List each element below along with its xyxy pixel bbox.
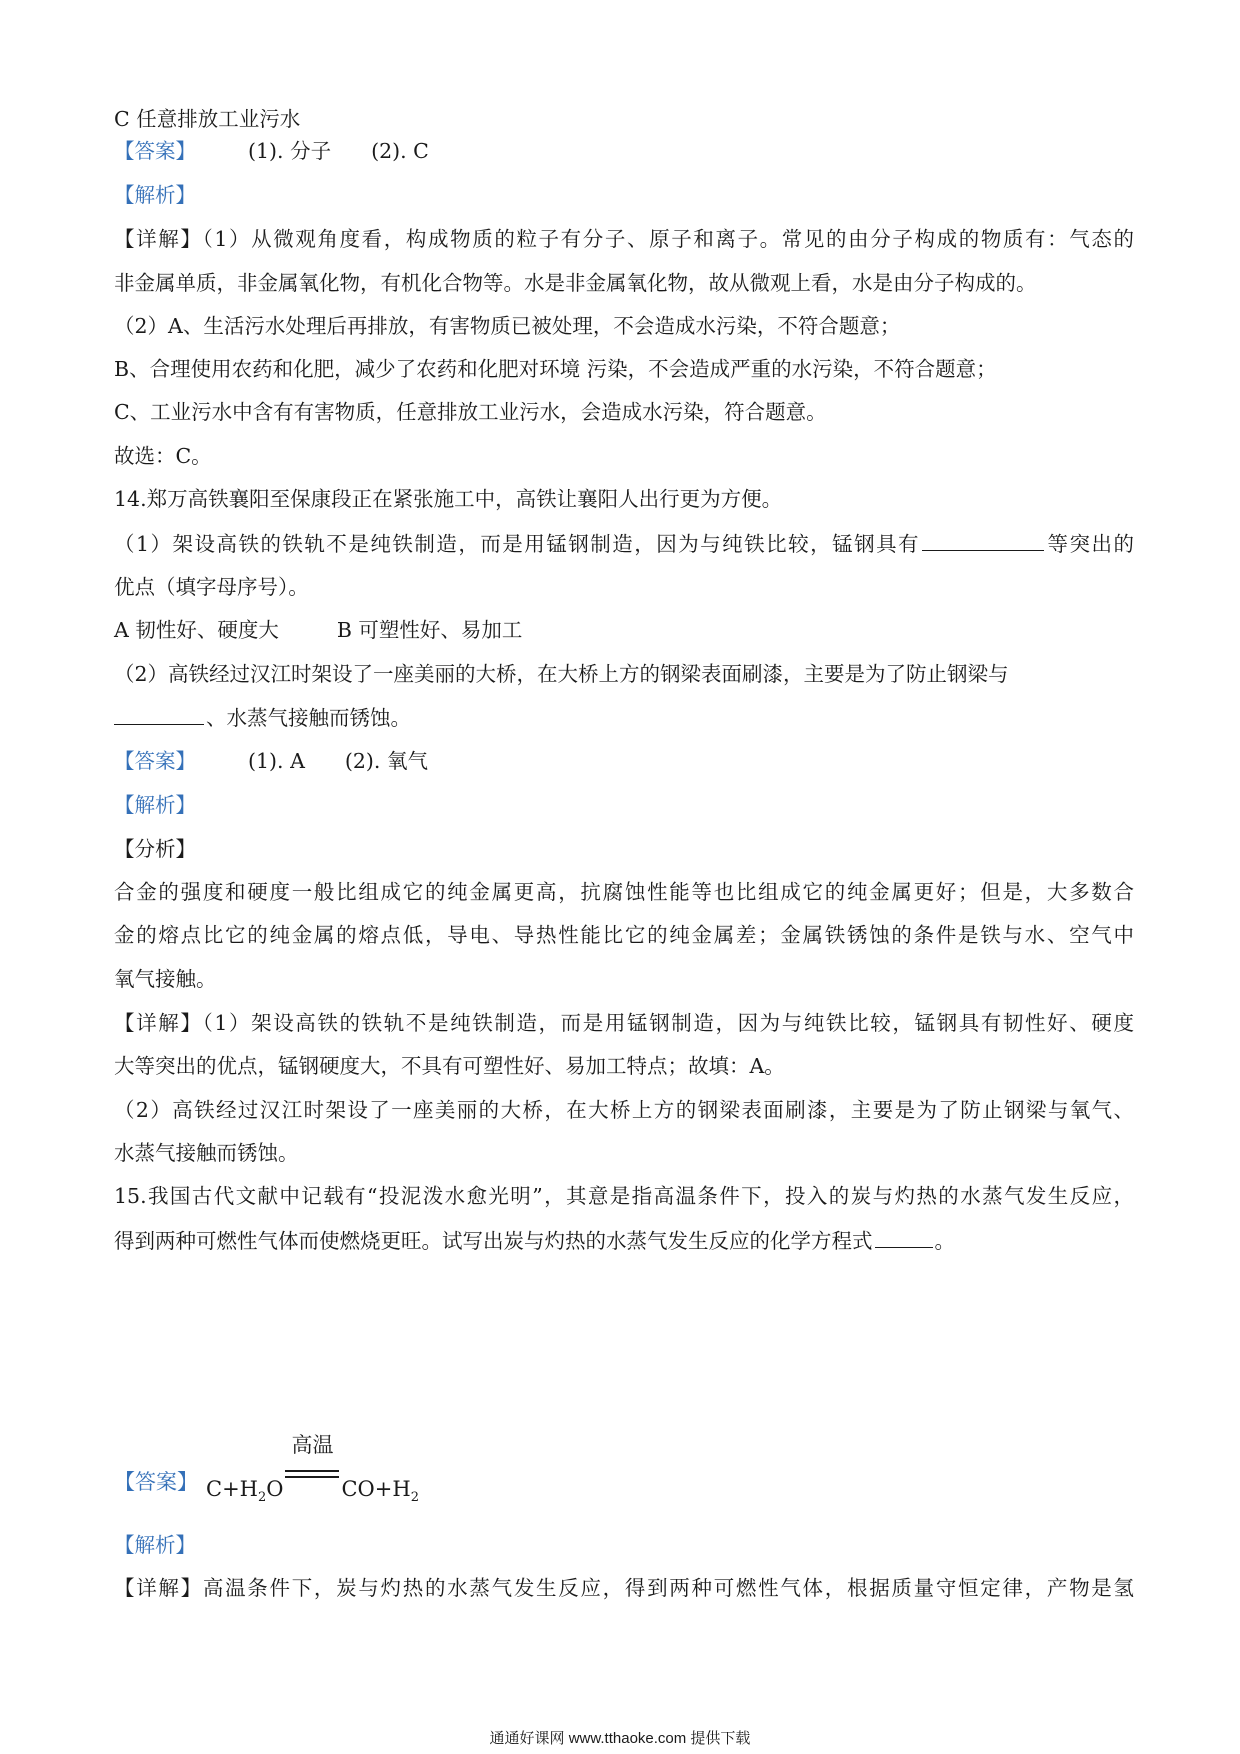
- q14-detail-line-4: 水蒸气接触而锈蚀。: [114, 1141, 299, 1165]
- answer-label: 【答案】: [114, 1470, 198, 1494]
- q13-answer-1: (1). 分子: [248, 139, 332, 163]
- q14-stem: 14.郑万高铁襄阳至保康段正在紧张施工中，高铁让襄阳人出行更为方便。: [114, 487, 783, 511]
- q14-fenxi-line-2: 金的熔点比它的纯金属的熔点低，导电、导热性能比它的纯金属差；金属铁锈蚀的条件是铁与水、空气中: [114, 923, 1134, 947]
- q13-detail-line-1: 【详解】（1）从微观角度看，构成物质的粒子有分子、原子和离子。常见的由分子构成的物质有：气态的: [114, 227, 1134, 251]
- chemical-equation: $C+H_2O$ 高温 $CO+H_2$: [206, 1433, 419, 1505]
- q14-part1-line-2: 优点（填字母序号）。: [114, 575, 309, 599]
- q14-answer-line: [114, 746, 1134, 776]
- answer-label: 【答案】: [114, 749, 196, 773]
- q14-detail-line-1: 【详解】（1）架设高铁的铁轨不是纯铁制造，而是用锰钢制造，因为与纯铁比较，锰钢具有韧性好、硬度: [114, 1011, 1134, 1035]
- reaction-condition: 高温: [285, 1466, 339, 1496]
- detail-label: 【详解】: [114, 227, 203, 251]
- q15-blank: [875, 1225, 933, 1248]
- q14-fenxi-label: 【分析】: [114, 837, 196, 861]
- q15-answer-equation: [114, 1433, 714, 1516]
- q14-options: [114, 615, 1134, 645]
- q13-detail-line-3: （2）A、生活污水处理后再排放，有害物质已被处理，不会造成水污染，不符合题意；: [114, 314, 901, 338]
- q14-answer-1: (1). A: [248, 749, 305, 773]
- detail-label: 【详解】: [114, 1011, 203, 1035]
- q13-detail-line-2: 非金属单质，非金属氧化物，有机化合物等。水是非金属氧化物，故从微观上看，水是由分子构成的。: [114, 271, 1037, 295]
- equals-sign: [285, 1470, 339, 1478]
- q14-fenxi-line-3: 氧气接触。: [114, 967, 217, 991]
- q14-analysis-label: 【解析】: [114, 793, 196, 817]
- q14-answer-2: (2). 氧气: [344, 749, 428, 773]
- q14-part2-line-1: （2）高铁经过汉江时架设了一座美丽的大桥，在大桥上方的钢梁表面刷漆，主要是为了防止钢梁与: [114, 662, 1009, 686]
- detail-label: 【详解】: [114, 1576, 203, 1600]
- q13-analysis-label: 【解析】: [114, 183, 196, 207]
- q14-detail-line-3: （2）高铁经过汉江时架设了一座美丽的大桥，在大桥上方的钢梁表面刷漆，主要是为了防止钢梁与氧气、: [114, 1098, 1134, 1122]
- q13-answer-2: (2). C: [371, 139, 429, 163]
- q13-answer-line: [114, 136, 1134, 166]
- q14-detail-line-2: 大等突出的优点，锰钢硬度大，不具有可塑性好、易加工特点；故填：A。: [114, 1054, 785, 1078]
- answer-label: 【答案】: [114, 139, 196, 163]
- q13-detail-line-5: C、工业污水中含有有害物质，任意排放工业污水，会造成水污染，符合题意。: [114, 400, 827, 424]
- q13-option-c: C 任意排放工业污水: [114, 107, 301, 131]
- q13-detail-line-4: B、合理使用农药和化肥，减少了农药和化肥对环境 污染，不会造成严重的水污染，不符合题意；: [114, 357, 997, 381]
- q15-stem-line-1: 15.我国古代文献中记载有“投泥泼水愈光明”，其意是指高温条件下，投入的炭与灼热的水蒸气发生反应，: [114, 1184, 1134, 1208]
- q14-fenxi-line-1: 合金的强度和硬度一般比组成它的纯金属更高，抗腐蚀性能等也比组成它的纯金属更好；但是，大多数合: [114, 880, 1134, 904]
- q14-option-b: B 可塑性好、易加工: [336, 618, 523, 642]
- q14-blank-2: [114, 702, 204, 725]
- q15-analysis-label: 【解析】: [114, 1533, 196, 1557]
- q14-part2-line-2: 、水蒸气接触而锈蚀。: [114, 702, 1134, 733]
- page-footer: 通通好课网 www.tthaoke.com 提供下载: [489, 1730, 751, 1747]
- q13-conclusion: 故选：C。: [114, 444, 212, 468]
- q14-part1-line-1: （1）架设高铁的铁轨不是纯铁制造，而是用锰钢制造，因为与纯铁比较，锰钢具有 等突出的: [114, 528, 1134, 559]
- q14-option-a: A 韧性好、硬度大: [114, 618, 279, 642]
- q14-blank-1: [922, 528, 1044, 551]
- q15-detail-line-1: 【详解】高温条件下，炭与灼热的水蒸气发生反应，得到两种可燃性气体，根据质量守恒定律，产物是氢: [114, 1576, 1135, 1600]
- q15-stem-line-2: 得到两种可燃性气体而使燃烧更旺。试写出炭与灼热的水蒸气发生反应的化学方程式 。: [114, 1225, 1134, 1256]
